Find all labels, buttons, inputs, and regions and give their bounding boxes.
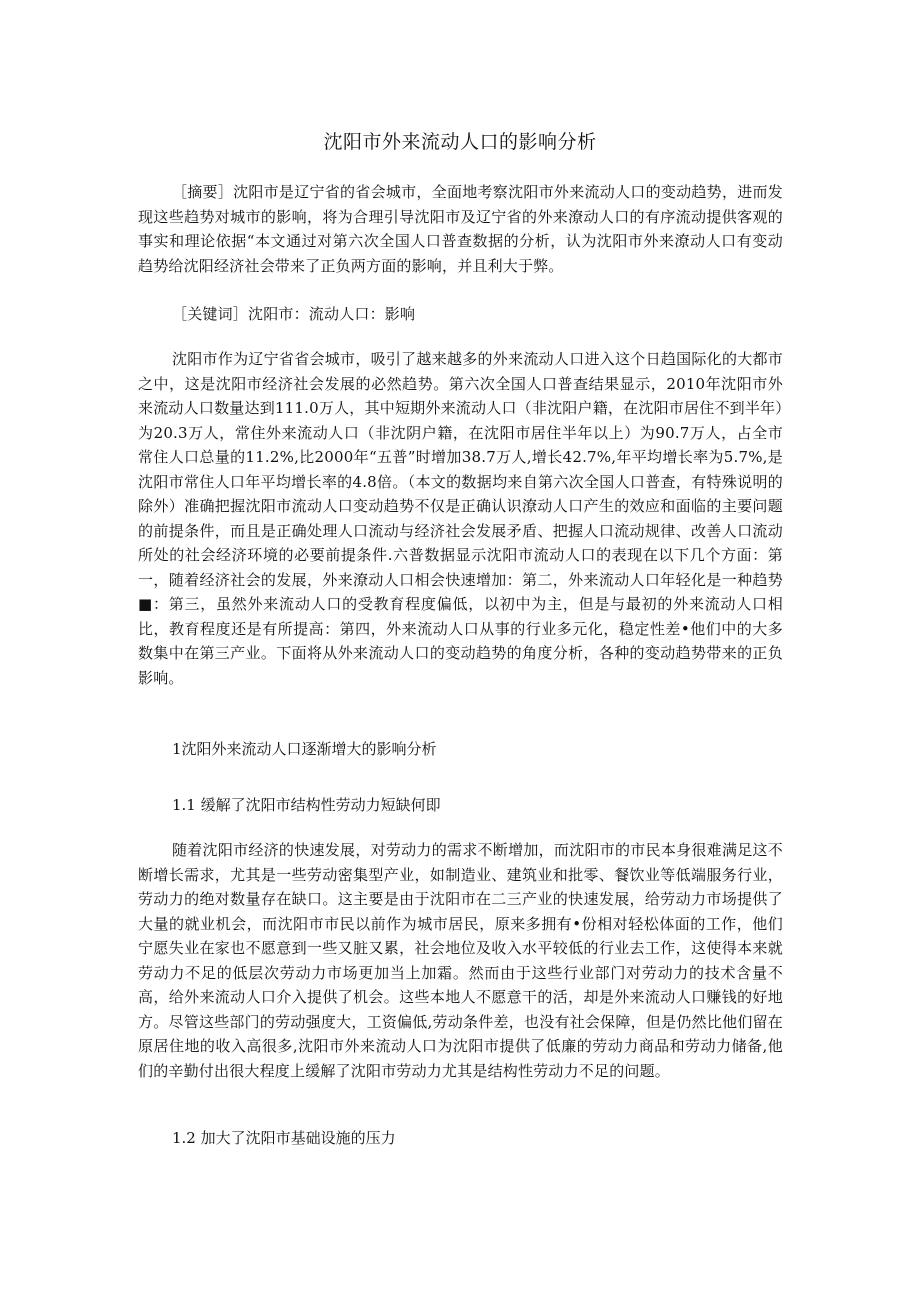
section-1-1-paragraph: 随着沈阳市经济的快速发展，对劳动力的需求不断增加，而沈阳市的市民本身很难满足这不断增长需求，尤其是一些劳动密集型产业，如制造业、建筑业和批零、餐饮业等低端服务行业，劳动力的绝对数量存在缺口。这主要是由于沈阳市在二三产业的快速发展，给劳动力市场提供了大量的就业机会，而沈阳市市民以前作为城市居民，原来多拥有•份相对轻松体面的工作，他们宁愿失业在家也不愿意到一些又脏又累，社会地位及收入水平较低的行业去工作，这使得本来就劳动力不足的低层次劳动力市场更加当上加霜。然而由于这些行业部门对劳动力的技术含量不高，给外来流动人口介入提供了机会。这些本地人不愿意干的活，却是外来流动人口赚钱的好地方。尽管这些部门的劳动强度大，工资偏低,劳动条件差，也没有社会保障，但是仍然比他们留在原居住地的收入高很多,沈阳市外来流动人口为沈阳市提供了低廉的劳动力商品和劳动力储备,他们的辛勤付出很大程度上缓解了沈阳市劳动力尤其是结构性劳动力不足的问题。 — [138, 841, 783, 1080]
section-heading-1-2: 1.2 加大了沈阳市基础设施的压力 — [172, 1129, 396, 1147]
intro-paragraph: 沈阳市作为辽宁省省会城市，吸引了越来越多的外来流动人口进入这个日趋国际化的大都市之中，这是沈阳市经济社会发展的必然趋势。第六次全国人口普查结果显示，2010年沈阳市外来流动人口数量达到111.0万人，其中短期外来流动人口（非沈阳户籍，在沈阳市居住不到半年）为20.3万人，常住外来流动人口（非沈阴户籍，在沈阳市居住半年以上）为90.7万人，占全市常住人口总量的11.2%,比2000年“五普”时增加38.7万人,增长42.7%,年平均增长率为5.7%,是沈阳市常住人口年平均增长率的4.8倍。（本文的数据均来自第六次全国人口普查，有特殊说明的除外）准确把握沈阳市流动人口变动趋势不仅是正确认识潦动人口产生的效应和面临的主要问题的前提条件，而且是正确处理人口流动与经济社会发展矛盾、把握人口流动规律、改善人口流动所处的社会经济环境的必要前提条件.六普数据显示沈阳市流动人口的表现在以下几个方面：第一，随着经济社会的发展，外来潦动人口相会快速增加：第二，外来流动人口年轻化是一种趋势■：第三，虽然外来流动人口的受教育程度偏低，以初中为主，但是与最初的外来流动人口相比，教育程度还是有所提高：第四，外来流动人口从事的行业多元化，稳定性差•他们中的大多数集中在第三产业。下面将从外来流动人口的变动趋势的角度分析，各种的变动趋势带来的正负影响。 — [138, 350, 783, 687]
abstract-paragraph: ［摘要］沈阳市是辽宁省的省会城市，全面地考察沈阳市外来流动人口的变动趋势，进而发现这些趋势对城市的影响，将为合理引导沈阳市及辽宁省的外来潦动人口的有序流动提供客观的事实和理论依据“本文通过对第六次全国人口普查数据的分析，认为沈阳市外来潦动人口有变动趋势给沈阳经济社会带来了正负两方面的影响，并且利大于弊。 — [138, 183, 783, 275]
keywords-paragraph: ［关键词］沈阳市：流动人口：影响 — [172, 305, 416, 323]
document-title: 沈阳市外来流动人口的影响分析 — [323, 131, 597, 153]
section-heading-1: 1沈阳外来流动人口逐渐增大的影响分析 — [172, 740, 437, 758]
section-heading-1-1: 1.1 缓解了沈阳市结构性劳动力短缺何即 — [172, 796, 441, 814]
